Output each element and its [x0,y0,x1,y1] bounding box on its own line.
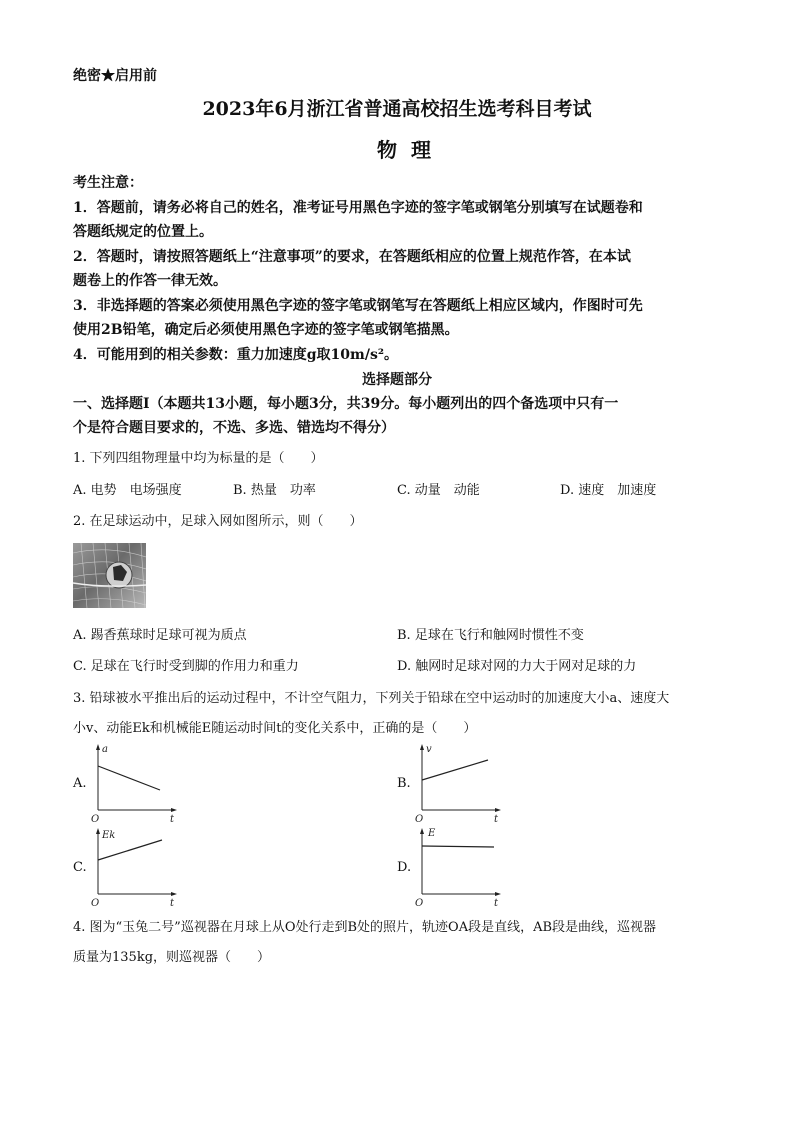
section-title: 选择题部分 [362,372,432,388]
graph-c [88,826,183,908]
exam-title: 2023年6月浙江省普通高校招生选考科目考试 [202,98,592,120]
graph-c-x-label: t [170,898,175,908]
question-3-stem: 3. 铅球被水平推出后的运动过程中，不计空气阻力，下列关于铅球在空中运动时的加速度大小a、速度大 [73,691,670,706]
part-instructions: 一、选择题Ⅰ（本题共13小题，每小题3分，共39分。每小题列出的四个备选项中只有一 [73,396,619,412]
question-4-stem: 质量为135kg，则巡视器（ ） [73,950,271,965]
q1-option-d: D. 速度 加速度 [560,483,657,498]
q3-option-d-label: D. [397,860,412,875]
graph-d-y-label: E [428,828,436,839]
graph-a-y-label: a [102,744,108,755]
notice-heading: 考生注意： [73,175,143,191]
graph-b-origin: O [415,814,424,824]
notice-line: 3．非选择题的答案必须使用黑色字迹的签字笔或钢笔写在答题纸上相应区域内，作图时可先 [73,298,643,314]
graph-a-curve [98,766,160,790]
q3-option-c-label: C. [73,860,87,875]
q2-option-b: B. 足球在飞行和触网时惯性不变 [397,628,584,643]
part-instructions: 个是符合题目要求的，不选、多选、错选均不得分） [73,420,395,436]
graph-b-x-label: t [494,814,499,824]
q3-option-a-label: A. [73,776,87,791]
graph-a [88,742,183,824]
graph-a-x-label: t [170,814,175,824]
q2-option-c: C. 足球在飞行时受到脚的作用力和重力 [73,659,299,674]
question-3-stem: 小v、动能Ek和机械能E随运动时间t的变化关系中，正确的是（ ） [73,721,477,736]
q1-option-b: B. 热量 功率 [233,483,316,498]
q1-option-a: A. 电势 电场强度 [73,483,182,498]
notice-line: 使用2B铅笔，确定后必须使用黑色字迹的签字笔或钢笔描黑。 [73,322,459,338]
graph-d-curve [422,846,494,847]
graph-b [412,742,507,824]
secret-label: 绝密★启用前 [73,68,157,84]
graph-b-curve [422,760,488,780]
q2-option-d: D. 触网时足球对网的力大于网对足球的力 [397,659,637,674]
graph-c-origin: O [91,898,100,908]
graph-d-origin: O [415,898,424,908]
q3-option-b-label: B. [397,776,411,791]
notice-line: 答题纸规定的位置上。 [73,224,213,240]
notice-line: 1．答题前，请务必将自己的姓名，准考证号用黑色字迹的签字笔或钢笔分别填写在试题卷和 [73,200,643,216]
graph-a-origin: O [91,814,100,824]
question-1-stem: 1. 下列四组物理量中均为标量的是（ ） [73,451,324,466]
question-4-stem: 4. 图为“玉兔二号”巡视器在月球上从O处行走到B处的照片，轨迹OA段是直线，AB段是曲线，巡视器 [73,920,657,935]
notice-line: 2．答题时，请按照答题纸上“注意事项”的要求，在答题纸相应的位置上规范作答，在本试 [73,249,631,265]
football-net-photo [73,543,146,608]
q2-option-a: A. 踢香蕉球时足球可视为质点 [73,628,247,643]
graph-b-y-label: v [426,744,432,755]
graph-d-x-label: t [494,898,499,908]
q1-option-c: C. 动量 动能 [397,483,480,498]
subject-title: 物理 [377,138,445,162]
notice-line: 题卷上的作答一律无效。 [73,273,227,289]
graph-c-y-label: Ek [102,830,116,841]
graph-c-curve [98,840,162,860]
notice-line: 4．可能用到的相关参数：重力加速度g取10m/s²。 [73,347,398,363]
graph-d [412,826,507,908]
question-2-stem: 2. 在足球运动中，足球入网如图所示，则（ ） [73,514,363,529]
